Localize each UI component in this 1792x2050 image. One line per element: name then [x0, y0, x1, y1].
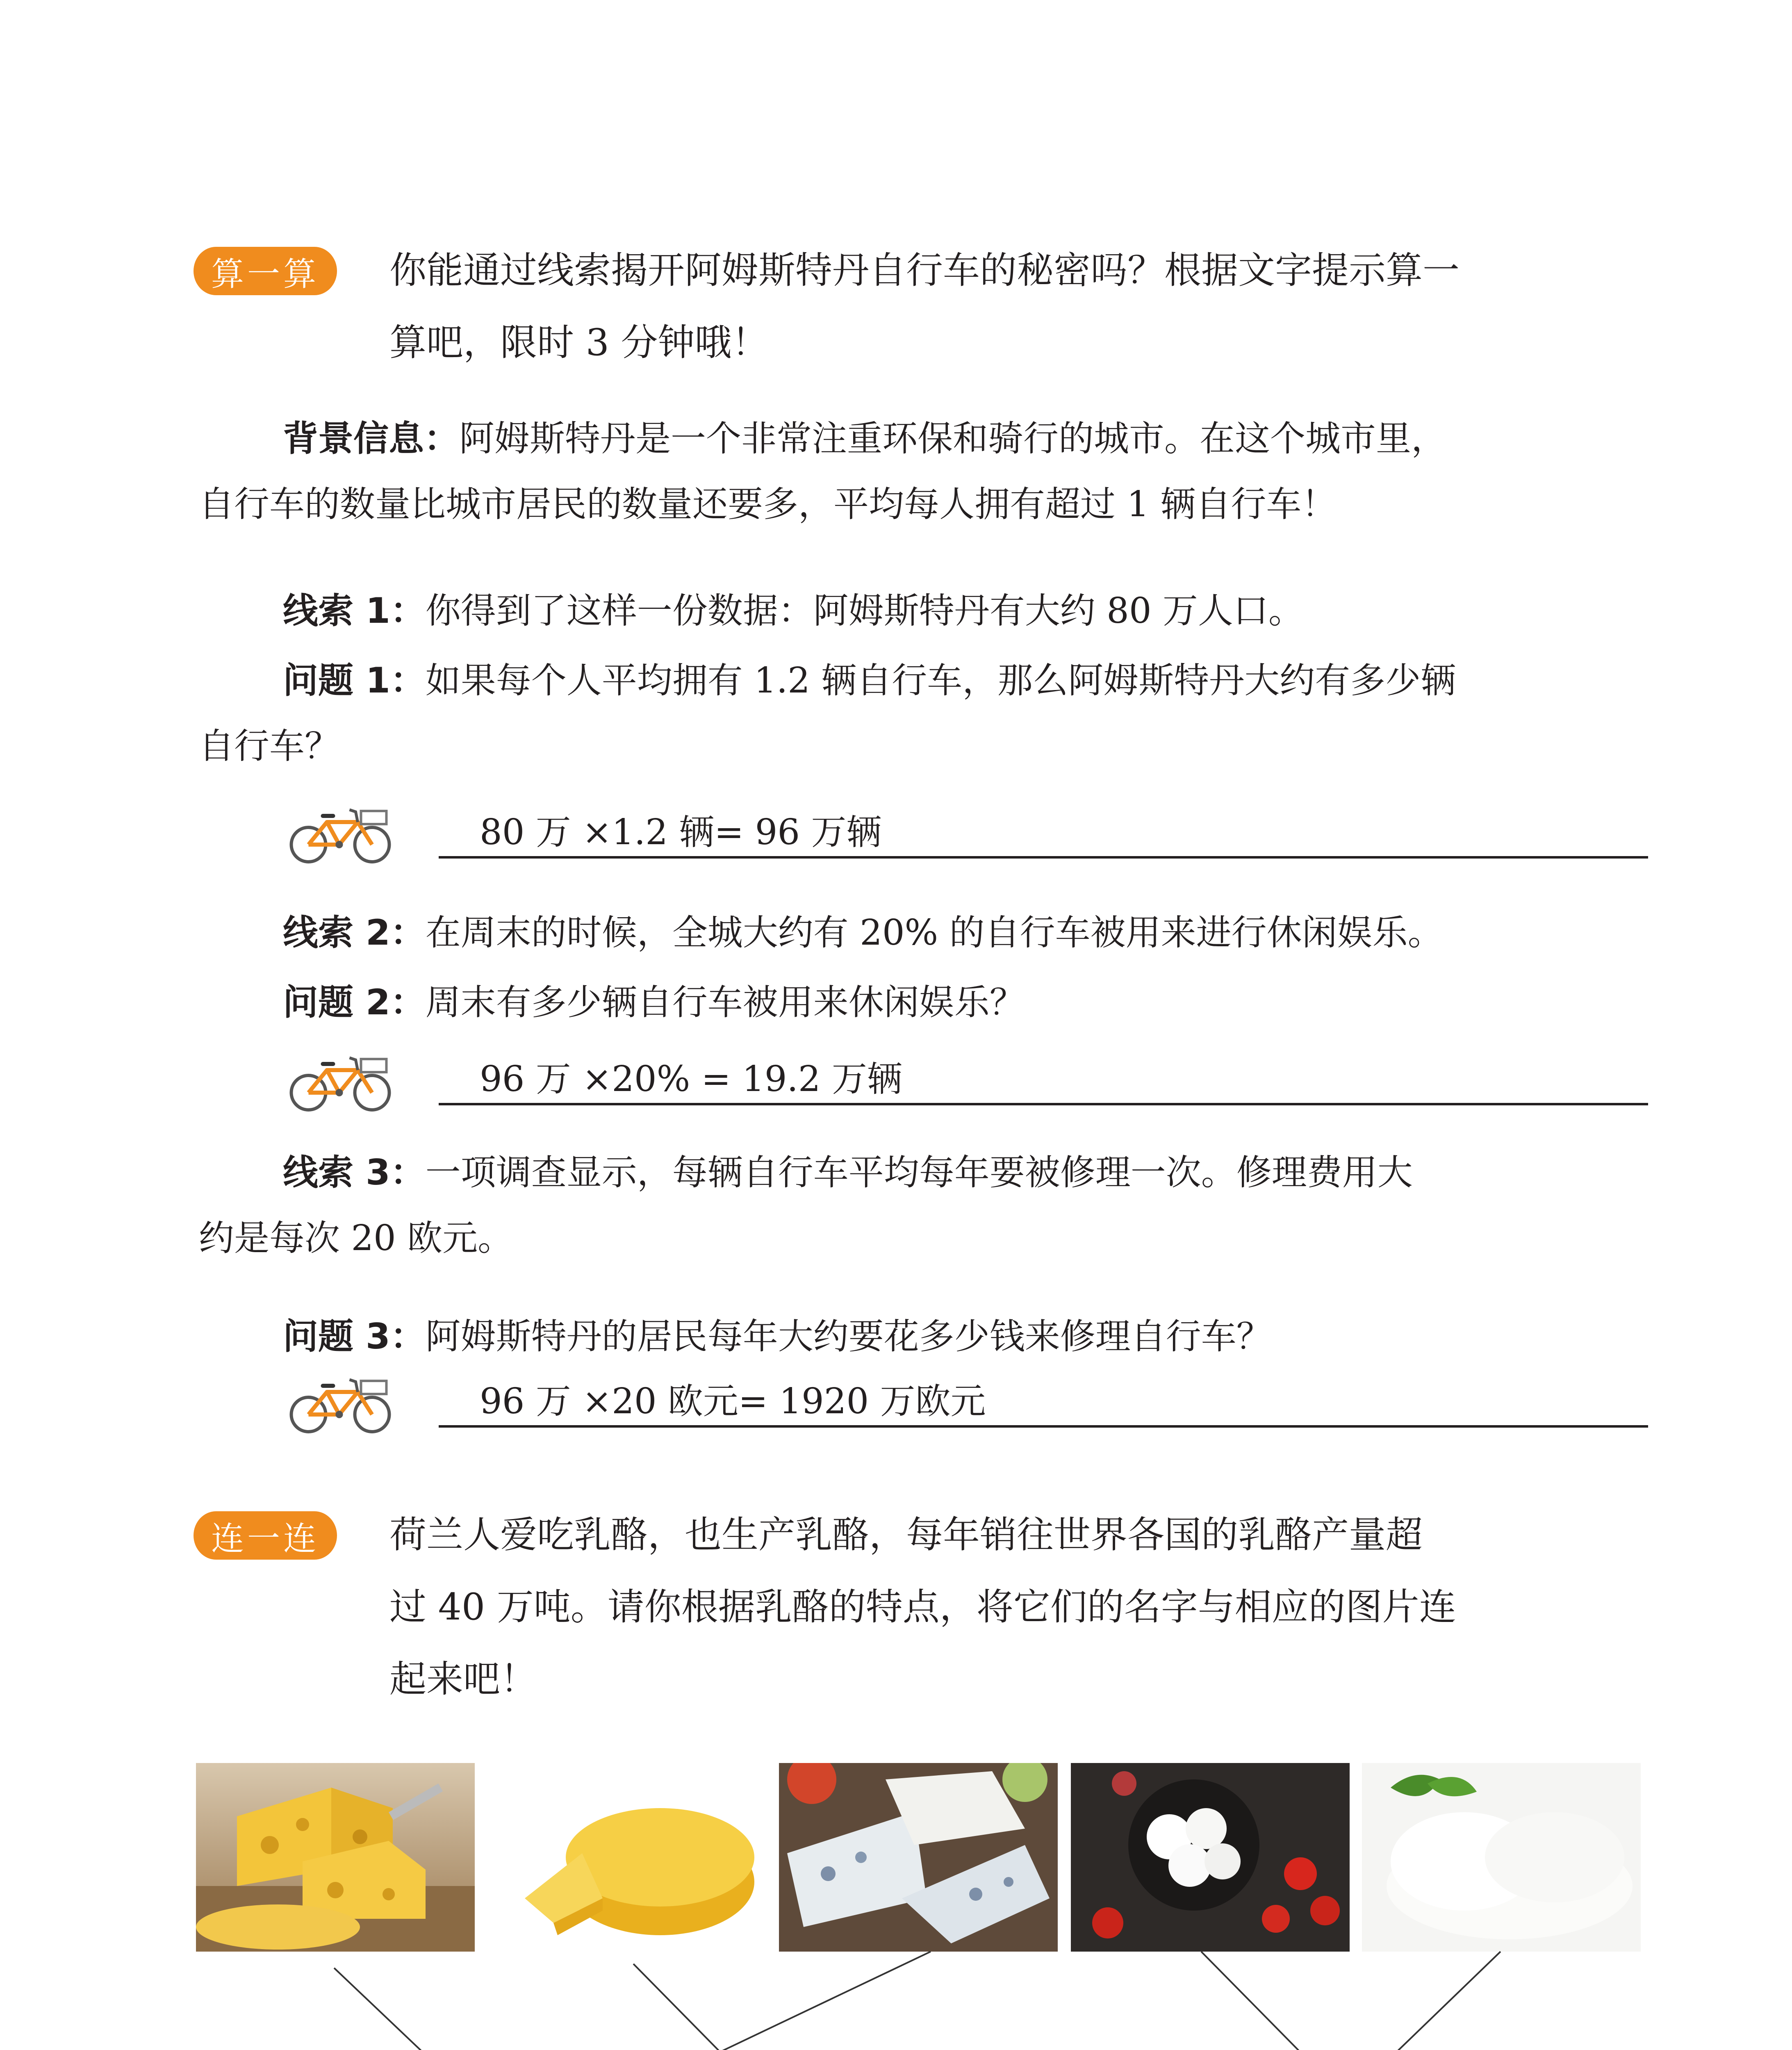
question-label: 问题 3：: [283, 1316, 426, 1357]
question-text: 阿姆斯特丹的居民每年大约要花多少钱来修理自行车？: [425, 1316, 1272, 1357]
match-line: [1203, 1952, 1501, 2050]
clue-text: 一项调查显示，每辆自行车平均每年要被修理一次。修理费用大: [425, 1152, 1413, 1193]
clue-label: 线索 3：: [283, 1152, 426, 1193]
clue-text: 约是每次 20 欧元。: [199, 1218, 513, 1259]
question-text: 如果每个人平均拥有 1.2 辆自行车，那么阿姆斯特丹大约有多少辆: [425, 660, 1456, 701]
intro-line: 荷兰人爱吃乳酪，也生产乳酪，每年销往世界各国的乳酪产量超: [389, 1513, 1423, 1556]
intro-line: 算吧，限时 3 分钟哦！: [389, 321, 769, 364]
question-text: 自行车？: [199, 726, 340, 767]
clue-text: 在周末的时候，全城大约有 20% 的自行车被用来进行休闲娱乐。: [425, 912, 1443, 953]
clue-text: 你得到了这样一份数据：阿姆斯特丹有大约 80 万人口。: [425, 590, 1304, 631]
intro-line: 你能通过线索揭开阿姆斯特丹自行车的秘密吗？根据文字提示算一: [389, 249, 1460, 292]
intro-line: 起来吧！: [389, 1658, 537, 1701]
clue-label: 线索 1：: [283, 590, 426, 631]
background-text: 阿姆斯特丹是一个非常注重环保和骑行的城市。在这个城市里，: [459, 418, 1446, 459]
question-text: 周末有多少辆自行车被用来休闲娱乐？: [425, 982, 1025, 1023]
match-line: [328, 1952, 931, 2050]
background-text: 自行车的数量比城市居民的数量还要多，平均每人拥有超过 1 辆自行车！: [199, 484, 1337, 525]
match-line: [334, 1968, 619, 2050]
match-line: [1201, 1952, 1484, 2050]
clue-label: 线索 2：: [283, 912, 426, 953]
answer-1: 80 万 ×1.2 辆= 96 万辆: [480, 812, 882, 853]
answer-2: 96 万 ×20% = 19.2 万辆: [480, 1059, 902, 1100]
match-line: [633, 1964, 904, 2050]
intro-line: 过 40 万吨。请你根据乳酪的特点，将它们的名字与相应的图片连: [389, 1585, 1456, 1629]
answer-3: 96 万 ×20 欧元= 1920 万欧元: [480, 1381, 986, 1422]
question-label: 问题 1：: [283, 660, 426, 701]
question-label: 问题 2：: [283, 982, 426, 1023]
background-label: 背景信息：: [283, 418, 459, 459]
section-tag-label: 算一算: [211, 255, 319, 293]
section-tag-label: 连一连: [211, 1519, 319, 1558]
